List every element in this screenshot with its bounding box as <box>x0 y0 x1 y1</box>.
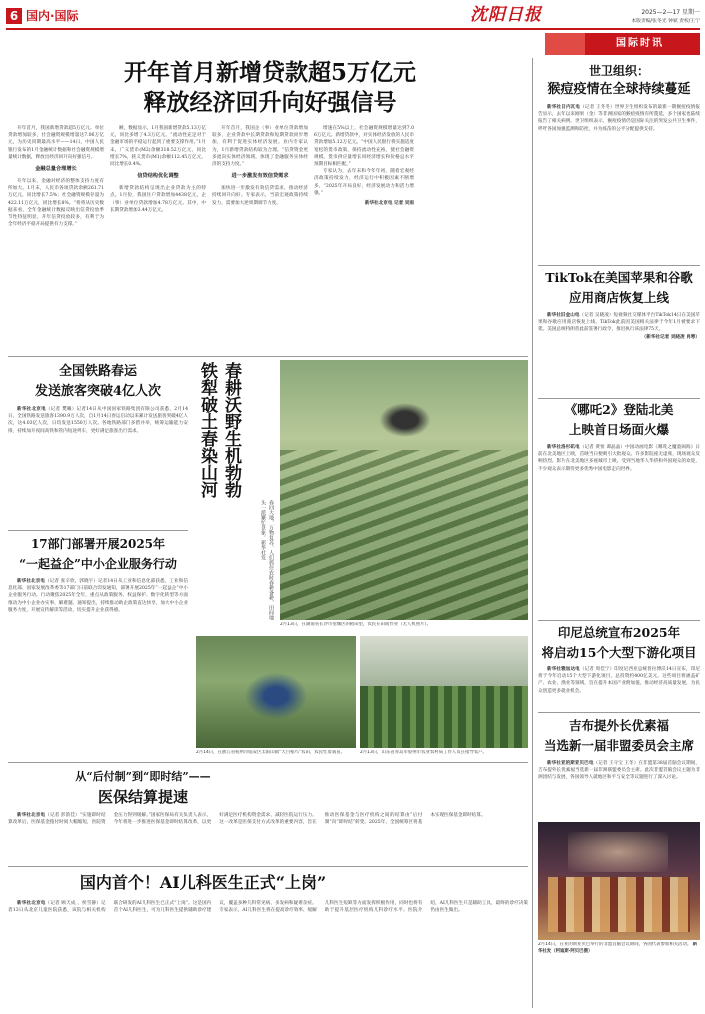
tiktok-body <box>538 312 700 397</box>
medical-dateline: 新华社北京电 <box>17 813 46 818</box>
indonesia-headline-line2: 将启动15个大型下游化项目 <box>541 645 697 660</box>
lead-col2-subhead: 信贷结构优化调整 <box>137 173 179 180</box>
sidebar-banner <box>545 33 700 55</box>
who-headline-line1: 世卫组织： <box>588 64 649 78</box>
newspaper-logo: 沈阳日报 <box>470 5 542 25</box>
header-editors: 本版责编/张冬光 钟斌 责校/王宁 <box>631 19 700 24</box>
indonesia-body <box>538 666 700 710</box>
nezha-body <box>538 444 700 619</box>
sme-body-content: （记者 张辛欣、郭晓宇）记者14日从工业和信息化部获悉，工业和信息化部、国家发展改革委等17部门日前联合印发通知，部署开展2025年“一起益企”中小企业服务行动。行动聚焦2025年全年，重点从政策服务、权益保护、数字化转型等方面推动为中小企业办实事、解难题。通知提出，持续推动助企政策直达快享，加大中小企业服务力度，开展宣传解读等活动，切实提升企业获得感。 <box>8 579 188 613</box>
who-dateline: 新华社日内瓦电 <box>547 105 581 110</box>
ai-headline: 国内首个！AI儿科医生正式“上岗” <box>79 873 327 892</box>
lead-credit: 新华社北京电 记者 吴雨 <box>364 201 414 207</box>
feature-photo-field-rows <box>280 450 528 620</box>
indonesia-body-text <box>538 666 700 695</box>
who-body-text <box>538 104 700 133</box>
au-photo-stage-light <box>568 832 668 872</box>
tiktok-body-text <box>538 312 700 334</box>
lead-headline-line2: 释放经济回升向好强信号 <box>143 89 397 116</box>
sidebar-banner-stripe <box>545 33 585 55</box>
sme-body-text <box>8 578 188 614</box>
feature-photo-drone-body <box>375 400 435 440</box>
lead-bottom-rule <box>8 356 528 357</box>
medical-body <box>8 812 528 862</box>
middle-divider <box>8 762 528 763</box>
au-headline-line1: 吉布提外长优素福 <box>568 718 669 733</box>
indonesia-headline-line1: 印尼总统宣布2025年 <box>557 625 681 640</box>
lead-col2-para2: 新增贷款结构呈现出企业贷款为主的特点。1月份，我国住户贷款增加4438亿元，企（事）业单位贷款增加4.78万亿元。其中，中长期贷款增加3.44万亿元。 <box>110 186 206 213</box>
sidebar-banner-text: 国际时讯 <box>616 38 664 49</box>
au-caption-credit: 新华社发（阿迪斯·阿贝巴摄） <box>538 942 698 954</box>
tiktok-body-content: （记者 吴晓凌）短视频社交媒体平台TikTok14日在美国苹果和谷歌应用商店恢复上线。TikTok此前因美国相关法律于今年1月被要求下架。美国总统特朗普此前签署行政令，推迟执行该法律75天。 <box>538 313 700 333</box>
nezha-body-content: （记者 黄恒 谭晶晶）中国动画电影《哪吒之魔童闹海》日前在北美地区上映，首映当日便吸引大批观众。许多影院座无虚席，现场观众反响热烈。影片在北美地区多座城市上映，受到当地华人华侨和外国观众的欢迎，不少观众表示期待更多优秀中国电影走向世界。 <box>538 445 700 472</box>
au-dateline: 新华社亚的斯亚贝巴电 <box>547 761 594 766</box>
lead-col4-para2: 专家认为，去年末和今年年初，随着宏观经济政策持续发力，经济运行中积极因素不断增多，“2025年开局良好，经济发展动力和活力增强。” <box>314 169 414 196</box>
lead-column-2 <box>110 125 206 350</box>
ai-body-text <box>8 900 528 914</box>
au-body-text <box>538 760 700 782</box>
au-body <box>538 760 700 820</box>
au-photo-caption <box>538 942 700 1000</box>
feature-photo-greenhouse <box>360 636 528 748</box>
railway-dateline: 新华社北京电 <box>17 407 46 412</box>
feature-photo-planting <box>196 636 356 748</box>
nezha-headline-line2: 上映首日场面火爆 <box>568 422 669 437</box>
nezha-divider <box>538 620 700 621</box>
right-column-divider <box>532 58 533 1008</box>
railway-headline-line1: 全国铁路春运 <box>58 364 137 379</box>
medical-body-content: （记者 彭韵佳）“实施即时结算改革后，医保基金拨付时间大幅缩短，医院资金压力得到缓解。”国家医保局有关负责人表示，今年将进一步推进医保基金即时结算改革，以更好满足医疗机构资金需求、减轻医院运行压力。这一改革是医保支付方式改革的重要内容，旨在推动医保基金与医疗机构之间的结算由“后付制”向“即时结”转变。2025年，全国统筹区将基本实现医保基金即时结算。 <box>8 813 486 826</box>
feature-photo-farmers <box>236 666 316 726</box>
lead-col1-para: 开年首月，我国新增贷款超5万亿元。单位贷款增加较多，社会融资规模增量达7.06万亿元，为历史同期最高水平——14日，中国人民银行发布的1月金融统计数据和社会融资规模增量统计数据，释放出经济回升向好强信号。 <box>8 126 104 160</box>
railway-divider <box>8 530 188 531</box>
tiktok-dateline: 新华社旧金山电 <box>547 313 580 318</box>
medical-headline-line2: 医保结算提速 <box>97 788 188 806</box>
lead-col3-subhead: 进一步激发有效信贷需求 <box>231 173 289 180</box>
lead-col1-subhead: 金融总量合理增长 <box>35 166 77 173</box>
feature-photo-plants <box>360 686 528 748</box>
lead-col1-para2: 开年以来，金融对经济的整体支持力度有所加大。1月末，人民币各项贷款余额261.71万亿元，同比增长7.5%；社会融资规模存量为422.11万亿元，同比增长8%。“将将从历史数据来看，全年金融统计数据反映出信贷投放季节性特征明显，开年信贷投放较多，有利于为全年经济平稳开局提供有力支撑。” <box>8 179 104 228</box>
nezha-dateline: 新华社洛杉矶电 <box>547 445 580 450</box>
who-body <box>538 104 700 264</box>
feature-photo-drone <box>280 360 528 620</box>
railway-body <box>8 406 188 528</box>
indonesia-dateline: 新华社雅加达电 <box>547 667 580 672</box>
feature-vertical-title-2: 春耕沃野生机勃勃 <box>221 362 241 498</box>
au-headline-line2: 当选新一届非盟委员会主席 <box>543 738 694 753</box>
indonesia-body-content: （记者 周佳宁）印度尼西亚总统普拉博沃14日宣布，印尼将于今年启动15个大型下游化项目，总投资约400亿美元。这些项目将涵盖矿产、农业、渔业等领域，旨在提升本国产业附加值，推动经济高质量发展，为民众创造更多就业机会。 <box>538 667 700 694</box>
ai-top-divider <box>8 866 528 867</box>
feature-caption-bottom-left: 2月14日，在浙江省杭州市临安区太阳山镇“天目稻鸟”农田，农民忙着栽苗。 <box>196 750 346 755</box>
lead-column-4 <box>314 125 414 350</box>
lead-col2-para: 额，数据显示，1月我国新增贷款5.13万亿元，同比多增了4.3万亿元。“流动性充足对于金融市场的平稳运行起到了重要支撑作用。”1月末，广义货币(M2)余额318.52万亿元，同比增长7%，狭义货币(M1)余额112.45万亿元，同比增长0.4%。 <box>110 126 206 168</box>
feature-vertical-text: 春回大地，万物复苏。人们抓住农时春耕备耕，田间地头一派繁忙景象。新华社发 <box>260 500 274 620</box>
header-date: 2025—2—17 星期一 <box>641 9 700 16</box>
ai-body-content: （记者 顾天成 、侯雪静）记者13日从北京儿童医院获悉，该院与相关机构联合研发的AI儿科医生已正式“上岗”。这是国内首个AI儿科医生，可为儿科医生提供辅助诊疗建议，覆盖多种儿科常见病、多发病和疑难杂症。专家表示，AI儿科医生将在提高诊疗效率、缓解儿科医生短缺等方面发挥积极作用，同时也将有助于提升基层医疗机构儿科诊疗水平。医院介绍，AI儿科医生只是辅助工具，最终的诊疗决策仍由医生做出。 <box>8 901 528 914</box>
lead-headline-line1: 开年首月新增贷款超5万亿元 <box>123 59 416 86</box>
sme-body <box>8 578 188 756</box>
tiktok-headline-line2: 应用商店恢复上线 <box>568 290 669 305</box>
au-caption-text: 2月14日，在亚的斯亚贝巴举行的非盟首脑会议期间，各国代表参加相关活动。 <box>538 942 692 947</box>
nezha-body-text <box>538 444 700 473</box>
who-divider <box>538 265 700 266</box>
feature-caption-bottom-right: 2月13日，山东省青岛市胶州市农业农村局工作人员在指导农户。 <box>360 750 487 755</box>
lead-col3-para2: 加快进一步激发有效信贷需求，推动经济持续回升向好。专家表示，当前宏观政策持续发力，需要加大逆周期调节力度。 <box>212 186 308 206</box>
nezha-headline-line1: 《哪吒2》登陆北美 <box>564 402 674 417</box>
railway-headline-line2: 发送旅客突破4亿人次 <box>34 384 162 399</box>
ai-dateline: 新华社北京电 <box>17 901 46 906</box>
page-number-badge: 6 <box>6 8 22 24</box>
tiktok-headline-line1: TikTok在美国苹果和谷歌 <box>545 270 693 285</box>
feature-vertical-title-1: 铁犁破土春染山河 <box>197 362 217 498</box>
medical-body-text <box>8 812 528 826</box>
feature-caption-top: 2月13日，在湖南省长沙市望城区的稻田里，农民在田间作业（无人机照片）。 <box>280 622 432 627</box>
medical-headline-line1: 从“后付制”到“即时结”—— <box>75 770 211 783</box>
header-rule <box>6 28 700 30</box>
railway-body-text <box>8 406 188 435</box>
indonesia-divider <box>538 712 700 713</box>
lead-column-3 <box>212 125 308 350</box>
railway-body-content: （记者 樊曦）记者14日从中国国家铁路集团有限公司获悉，2月14日，全国铁路发送旅客1390.9万人次，自1月14日春运启动以来累计发送旅客突破4亿人次，达4.03亿人次，日均发送1550万人次。各地铁路部门多措并举，统筹运输能力安排，持续加开夜间高铁和管内短途列车，更好满足旅客出行需求。 <box>8 407 188 434</box>
sme-headline-line1: 17部门部署开展2025年 <box>30 537 166 551</box>
tiktok-credit: （新华社记者 吴晓凌 肖寒） <box>641 334 700 340</box>
section-title: 国内·国际 <box>26 9 79 23</box>
sme-headline-line2: “一起益企”中小企业服务行动 <box>19 557 177 571</box>
lead-column-1 <box>8 125 104 350</box>
tiktok-divider <box>538 398 700 399</box>
sme-dateline: 新华社北京电 <box>17 579 46 584</box>
who-headline-line2: 猴痘疫情在全球持续蔓延 <box>547 82 691 97</box>
lead-col4-para: 增速在5%以上，社会融资规模增量达到7.06万亿元。新增贷款中，对实体经济发放的人民币贷款增加5.12万亿元。“中国人民银行将实施适度宽松的货币政策，保持流动性充裕，使社会融资规模、货币供应量增长同经济增长和价格总水平预期目标相匹配。” <box>314 126 414 168</box>
lead-col3-para: 开年首月，我国企（事）业单位贷款增加较多，企业贷款中长期贷款和短期贷款同步增加，有利于促进实体经济发展。业内专家认为，1月新增贷款结构较为合理。“信贷资金更多流向实体经济领域，体现了金融服务实体经济的支持力度。” <box>212 126 308 168</box>
who-body-content: （记者 王冬冬）世界卫生组织发布的最新一期猴痘疫情报告显示，去年以来刚果（金）等非洲国家的猴痘疫情有所蔓延，多个国家也陆续报告了相关病例。世卫组织表示，猴痘疫情仍是国际关注的突发公共卫生事件，呼吁各国加强监测和防控，并为疫苗的公平分配提供支持。 <box>538 105 700 132</box>
au-body-content: （记者 王守宝 王冬）在非盟第38届首脑会议期间，吉布提外长优素福当选新一届非洲联盟委员会主席。此次非盟首脑会议主题为非洲团结与发展，各国领导人就地区和平与安全等议题进行了深入讨论。 <box>538 761 700 781</box>
au-summit-photo <box>538 822 700 940</box>
au-photo-performers <box>548 877 690 932</box>
ai-body <box>8 900 528 1006</box>
